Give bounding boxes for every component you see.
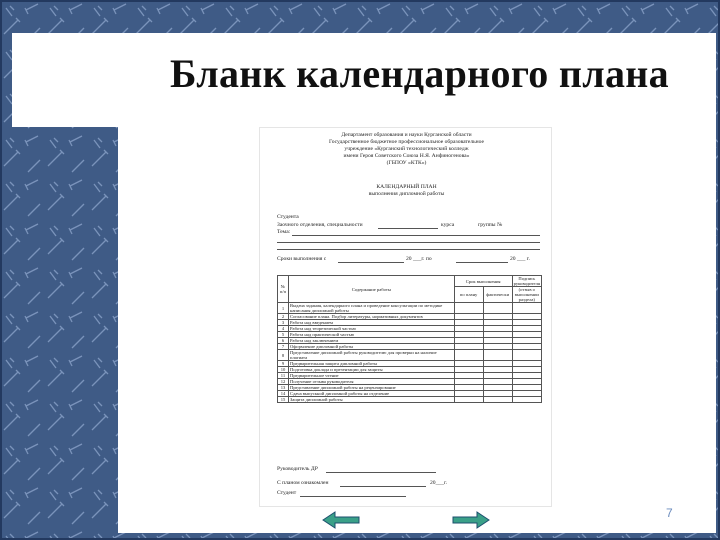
student-label: Студента — [277, 214, 299, 220]
table-row — [278, 397, 542, 403]
doc-subtitle: выполнения дипломной работы — [368, 191, 445, 197]
page-number: 7 — [666, 506, 673, 520]
col-deadline-plan: по плану — [454, 287, 483, 303]
row-content: Представление дипломной работы на рецензирование — [289, 385, 455, 391]
dept-label: Заочного отделения, специальности — [277, 222, 363, 228]
course-label: курса — [441, 222, 455, 228]
table-row — [278, 350, 542, 361]
row-content: Предварительная защита дипломной работы — [289, 361, 455, 367]
header-line: Департамент образования и науки Курганской области — [341, 132, 472, 138]
col-number: № п/п — [278, 276, 289, 303]
deadline-year-1: 20 ___г. по — [406, 256, 432, 262]
supervisor-label: Руководитель ДР — [277, 466, 318, 472]
row-content: Выдача задания, календарного плана и проведение консультации по методике написания дипломной работы — [289, 303, 455, 314]
doc-title: КАЛЕНДАРНЫЙ ПЛАН — [376, 184, 437, 190]
blank-cell — [512, 303, 541, 314]
row-number: 1 — [278, 303, 289, 314]
row-content: Работа над заключением — [289, 338, 455, 344]
row-content: Оформление дипломной работы — [289, 344, 455, 350]
deadline-year-2: 20 ___ г. — [510, 256, 530, 262]
row-content: Защита дипломной работы — [289, 397, 455, 403]
row-content: Согласование плана. Подбор литературы, нормативных документов — [289, 314, 455, 320]
row-number: 10 — [278, 367, 289, 373]
deadline-label: Сроки выполнения с — [277, 256, 327, 262]
row-content: Работа над введением — [289, 320, 455, 326]
row-number: 4 — [278, 326, 289, 332]
student-sign-label: Студент — [277, 490, 297, 496]
blank-cell — [512, 397, 541, 403]
agreed-label: С планом ознакомлен — [277, 480, 329, 486]
col-supervisor: Подпись руководителя — [513, 276, 541, 286]
row-content: Работа над практической частью — [289, 332, 455, 338]
blank-cell — [512, 350, 541, 361]
row-number: 5 — [278, 332, 289, 338]
blank-cell — [483, 397, 512, 403]
row-number: 3 — [278, 320, 289, 326]
row-content: Предварительное чтение — [289, 373, 455, 379]
row-number: 15 — [278, 397, 289, 403]
row-number: 8 — [278, 350, 289, 361]
row-number: 9 — [278, 361, 289, 367]
header-line: (ГБПОУ «КТК») — [386, 160, 427, 166]
row-content: Работа над теоретической частью — [289, 326, 455, 332]
arrow-left-icon[interactable] — [321, 510, 361, 530]
row-number: 14 — [278, 391, 289, 397]
blank-cell — [483, 350, 512, 361]
col-supervisor-sub: (отзыв о выполнении раздела) — [512, 287, 541, 303]
row-number: 12 — [278, 379, 289, 385]
blank-cell — [454, 350, 483, 361]
blank-cell — [454, 303, 483, 314]
col-content: Содержание работы — [289, 276, 455, 303]
row-number: 13 — [278, 385, 289, 391]
row-number: 6 — [278, 338, 289, 344]
header-line: Государственное бюджетное профессиональное образовательное — [328, 139, 485, 145]
row-content: Сдача выпускной дипломной работы на отделение — [289, 391, 455, 397]
header-line: учреждение «Курганский технологический колледж — [344, 146, 469, 152]
header-line: имени Героя Советского Союза Н.Я. Анфиногенова» — [343, 153, 470, 159]
row-number: 7 — [278, 344, 289, 350]
table-row — [278, 303, 542, 314]
row-content: Представление дипломной работы руководителю для проверки на наличие плагиата — [289, 350, 455, 361]
col-deadline-fact: фактически — [483, 287, 512, 303]
row-content: Подготовка доклада и презентации для защиты — [289, 367, 455, 373]
blank-cell — [483, 303, 512, 314]
theme-label: Тема: — [277, 229, 291, 235]
blank-cell — [454, 397, 483, 403]
row-number: 2 — [278, 314, 289, 320]
schedule-table — [277, 275, 542, 403]
slide-title: Бланк календарного плана — [170, 51, 669, 96]
row-number: 11 — [278, 373, 289, 379]
row-content: Получение отзыва руководителя — [289, 379, 455, 385]
col-deadline: Срок выполнения — [454, 276, 512, 287]
group-label: группы № — [478, 222, 503, 228]
agreed-year: 20___г. — [430, 480, 448, 486]
calendar-plan-form — [259, 127, 552, 507]
arrow-right-icon[interactable] — [451, 510, 491, 530]
